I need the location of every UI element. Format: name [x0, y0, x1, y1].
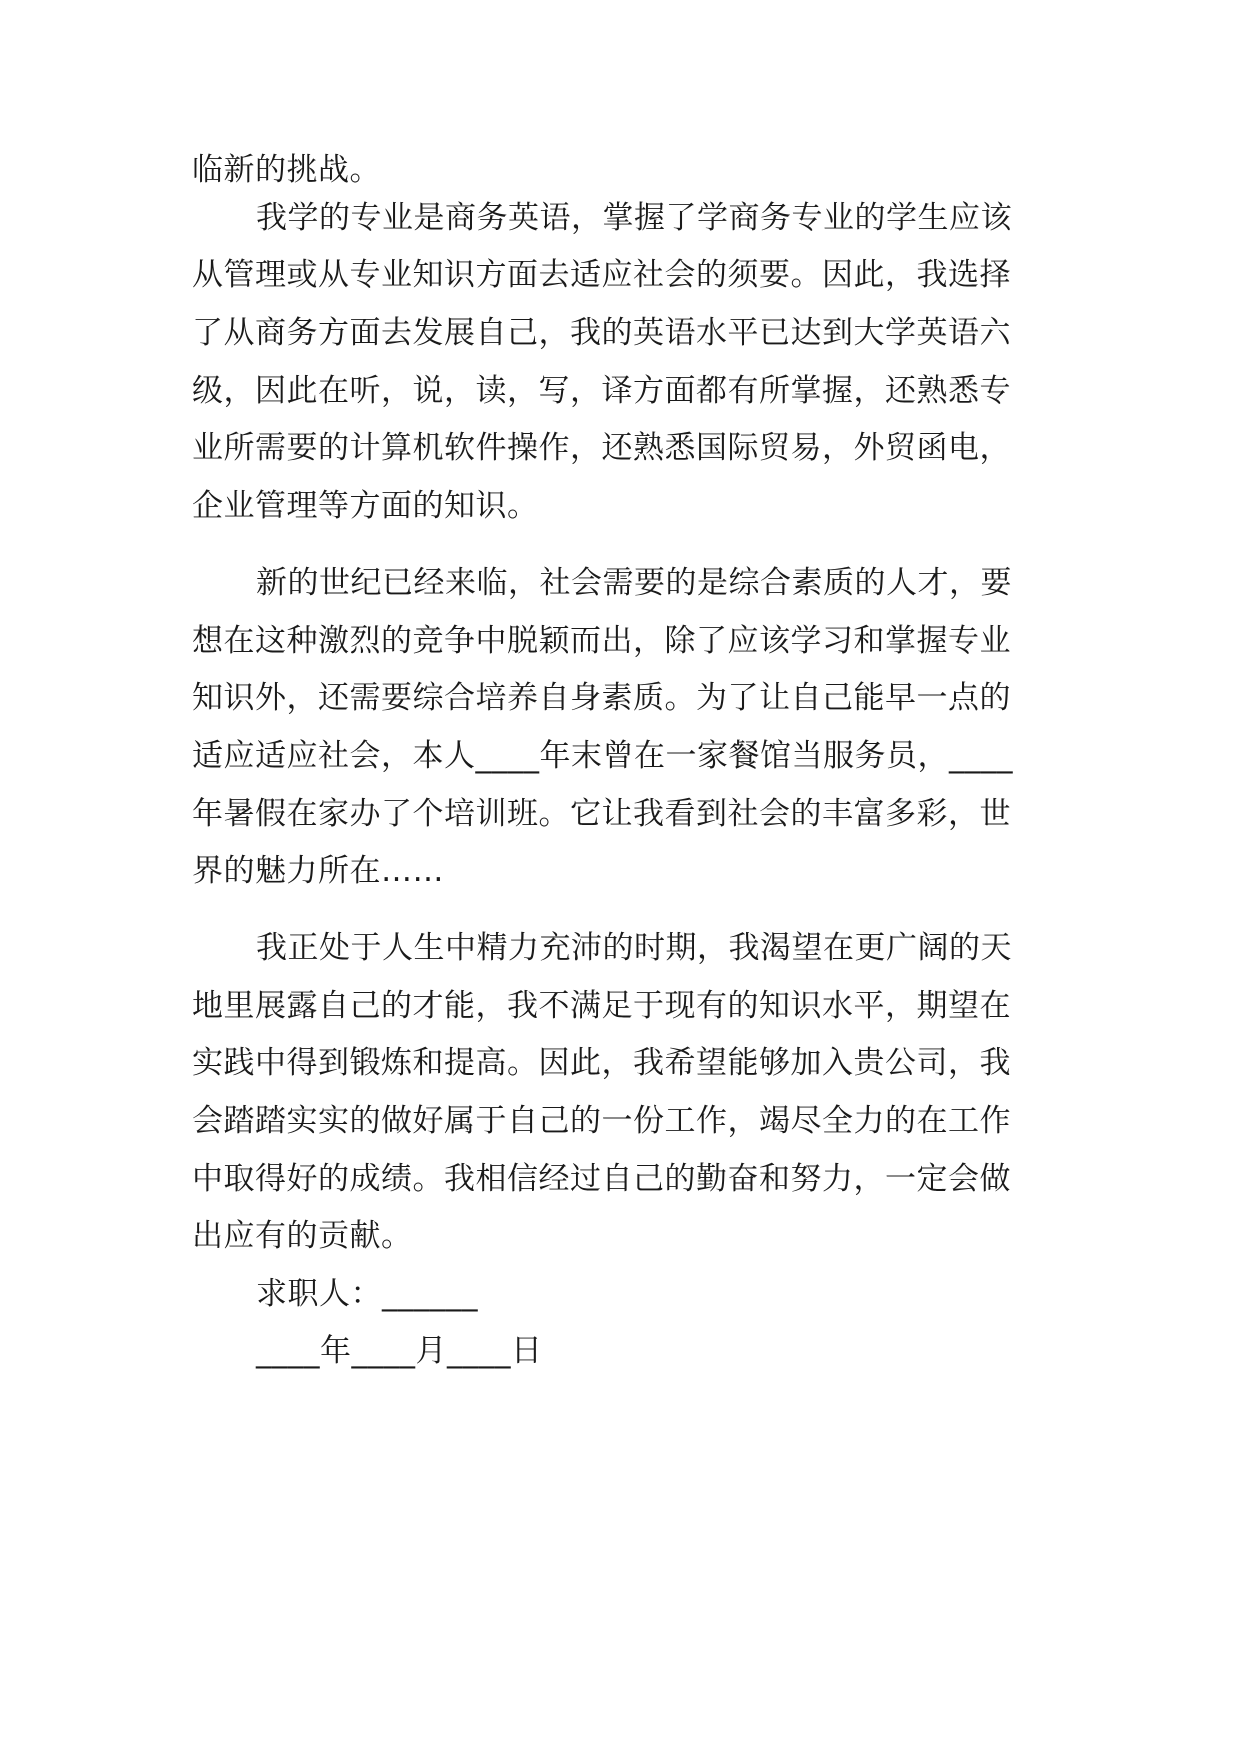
text-line: 实践中得到锻炼和提高。因此，我希望能够加入贵公司，我: [192, 1045, 1011, 1081]
text-line: 企业管理等方面的知识。: [192, 488, 539, 524]
date-line: ____年____月____日: [256, 1333, 543, 1369]
text-line: 业所需要的计算机软件操作，还熟悉国际贸易，外贸函电，: [192, 430, 1011, 466]
paragraph-start-line: 新的世纪已经来临，社会需要的是综合素质的人才，要: [256, 565, 1012, 601]
text-line: 出应有的贡献。: [192, 1218, 413, 1254]
text-line: 适应适应社会，本人____年末曾在一家餐馆当服务员，____: [192, 738, 1013, 774]
text-line: 了从商务方面去发展自己，我的英语水平已达到大学英语六: [192, 315, 1011, 351]
text-line: 中取得好的成绩。我相信经过自己的勤奋和努力，一定会做: [192, 1161, 1011, 1197]
text-line: 想在这种激烈的竞争中脱颖而出，除了应该学习和掌握专业: [192, 623, 1011, 659]
paragraph-start-line: 我学的专业是商务英语，掌握了学商务专业的学生应该: [256, 200, 1012, 236]
text-line: 地里展露自己的才能，我不满足于现有的知识水平，期望在: [192, 988, 1011, 1024]
text-line: 会踏踏实实的做好属于自己的一份工作，竭尽全力的在工作: [192, 1103, 1011, 1139]
paragraph-start-line: 我正处于人生中精力充沛的时期，我渴望在更广阔的天: [256, 930, 1012, 966]
text-line: 界的魅力所在……: [192, 853, 444, 889]
text-line: 知识外，还需要综合培养自身素质。为了让自己能早一点的: [192, 680, 1011, 716]
text-line: 年暑假在家办了个培训班。它让我看到社会的丰富多彩，世: [192, 796, 1011, 832]
text-line: 临新的挑战。: [192, 152, 381, 188]
text-line: 从管理或从专业知识方面去适应社会的须要。因此，我选择: [192, 257, 1011, 293]
text-line: 级，因此在听，说，读，写，译方面都有所掌握，还熟悉专: [192, 373, 1011, 409]
applicant-signature-line: 求职人：______: [256, 1276, 478, 1312]
